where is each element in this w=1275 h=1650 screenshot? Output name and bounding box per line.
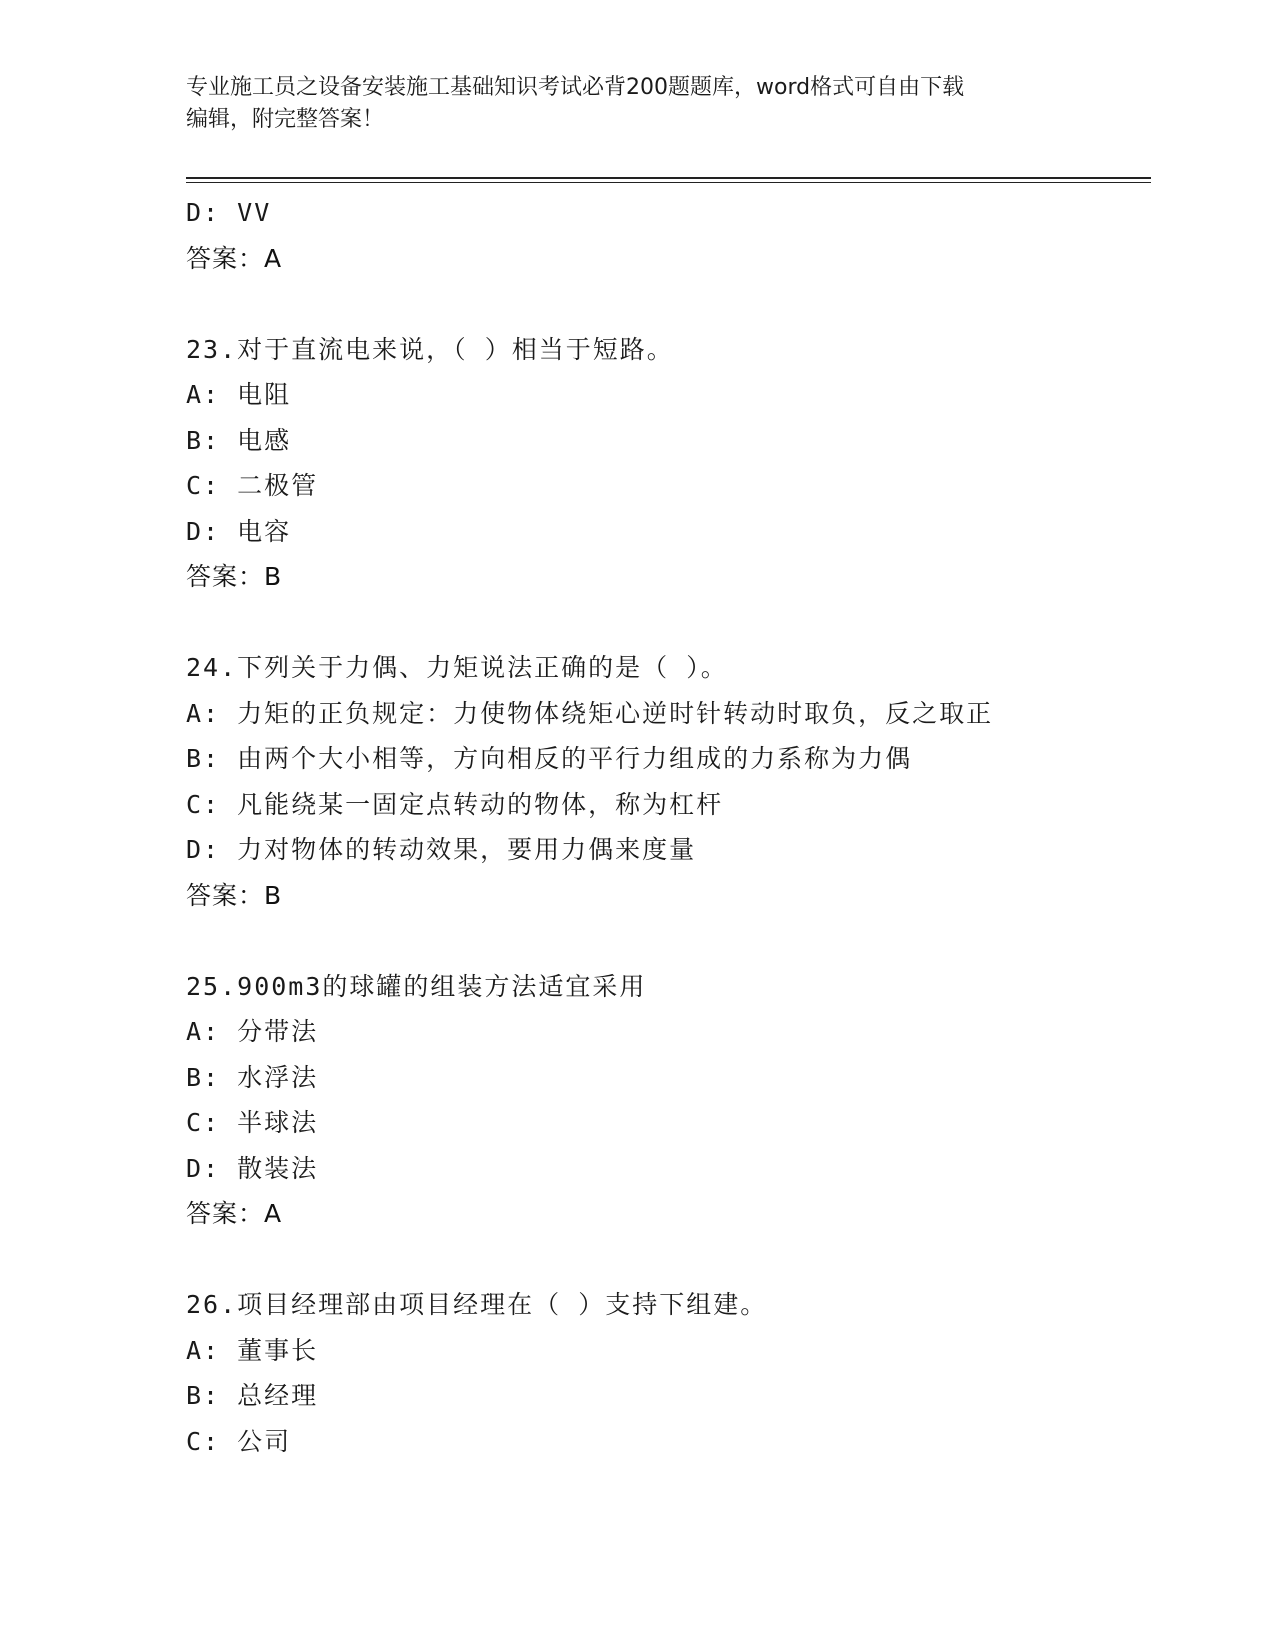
spacer	[186, 600, 1146, 646]
question-stem: 23.对于直流电来说，（ ）相当于短路。	[186, 334, 674, 364]
answer-line: 答案：A	[186, 243, 283, 273]
option-d: D: 电容	[186, 516, 292, 546]
option-a: A: 分带法	[186, 1017, 319, 1046]
question-list	[186, 190, 1146, 1464]
option-d: D: VV	[186, 198, 272, 227]
header-divider-thick	[186, 177, 1151, 179]
question-stem: 25.900m3的球罐的组装方法适宜采用	[186, 971, 647, 1001]
option-c: C: 凡能绕某一固定点转动的物体，称为杠杆	[186, 789, 724, 819]
option-c: C: 半球法	[186, 1108, 319, 1137]
answer-line: 答案：B	[186, 562, 283, 591]
question-stem: 24.下列关于力偶、力矩说法正确的是（ ）。	[186, 653, 728, 682]
option-c: C: 二极管	[186, 471, 319, 500]
option-a: A: 电阻	[186, 380, 292, 409]
spacer	[186, 918, 1146, 964]
option-a: A: 董事长	[186, 1335, 319, 1365]
option-d: D: 散装法	[186, 1153, 319, 1183]
option-a: A: 力矩的正负规定：力使物体绕矩心逆时针转动时取负，反之取正	[186, 698, 994, 728]
option-b: B: 电感	[186, 425, 292, 455]
answer-line: 答案：A	[186, 1199, 283, 1228]
header-divider-thin	[186, 182, 1151, 183]
header-title-line-1: 专业施工员之设备安装施工基础知识考试必背200题题库，word格式可自由下载	[186, 75, 965, 100]
question-22-tail	[186, 190, 1146, 281]
spacer	[186, 281, 1146, 327]
question-stem: 26.项目经理部由项目经理在（ ）支持下组建。	[186, 1290, 768, 1319]
option-c: C: 公司	[186, 1426, 292, 1456]
header-title-line-2: 编辑，附完整答案！	[186, 107, 385, 132]
question-24	[186, 645, 1146, 918]
spacer	[186, 1237, 1146, 1283]
option-b: B: 由两个大小相等，方向相反的平行力组成的力系称为力偶	[186, 744, 913, 773]
question-23	[186, 327, 1146, 600]
option-d: D: 力对物体的转动效果，要用力偶来度量	[186, 835, 697, 864]
document-header	[186, 72, 1086, 136]
option-b: B: 总经理	[186, 1381, 319, 1410]
answer-line: 答案：B	[186, 880, 283, 910]
question-25	[186, 964, 1146, 1237]
question-26	[186, 1282, 1146, 1464]
option-b: B: 水浮法	[186, 1062, 319, 1092]
